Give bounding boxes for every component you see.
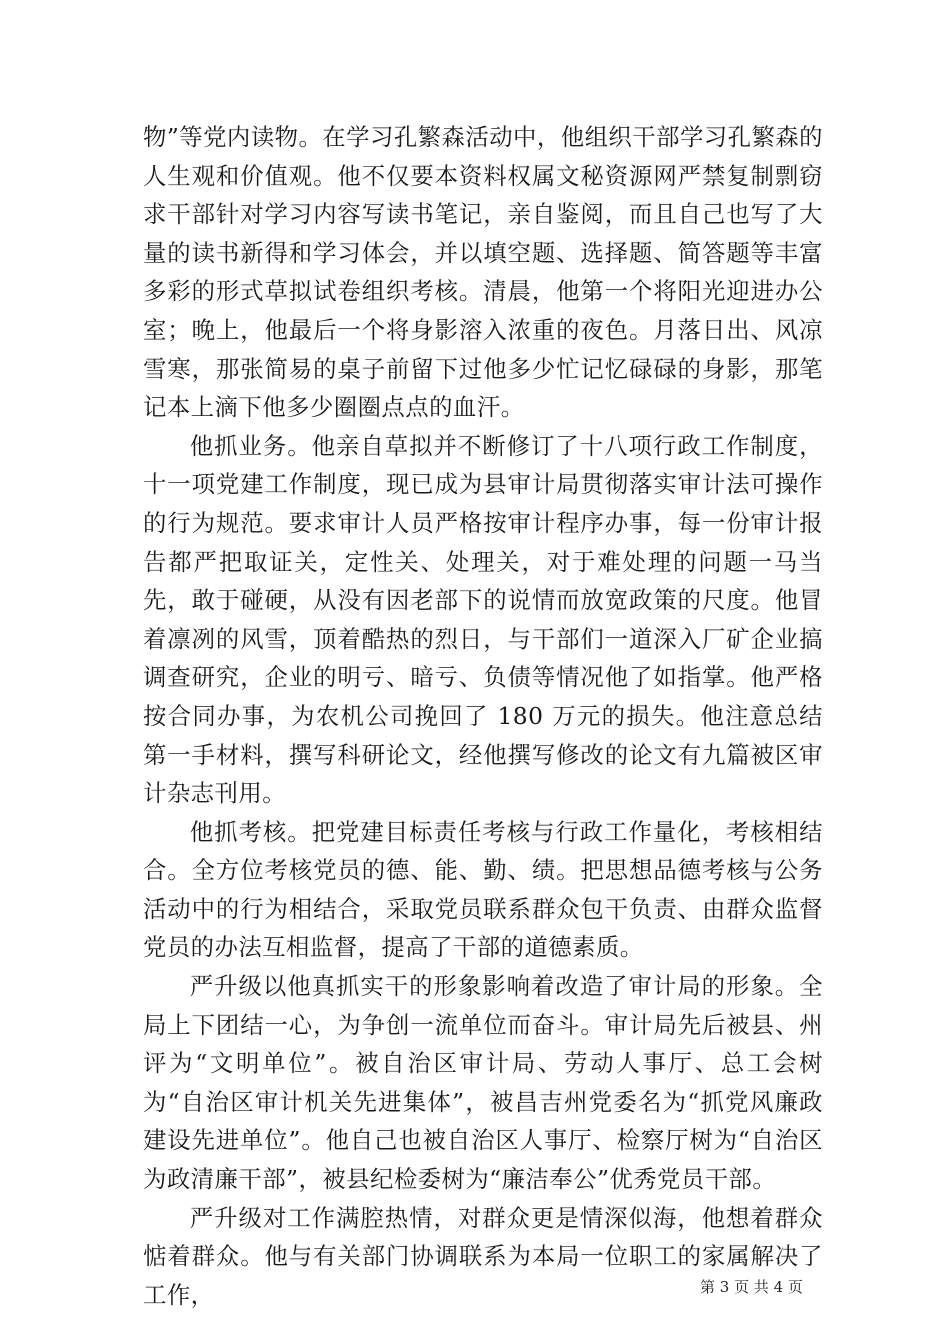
paragraph-1: 物”等党内读物。在学习孔繁森活动中，他组织干部学习孔繁森的人生观和价值观。他不仅要本资料权属文秘资源网严禁复制剽窃求干部针对学习内容写读书笔记，亲自鉴阅，而且自己也写了大量的读书新得和学习体会，并以填空题、选择题、简答题等丰富多彩的形式草拟试卷组织考核。清晨，他第一个将阳光迎进办公室；晚上，他最后一个将身影溶入浓重的夜色。月落日出、风凉雪寒，那张简易的桌子前留下过他多少忙记忆碌碌的身影，那笔记本上滴下他多少圈圈点点的血汗。 bbox=[143, 123, 823, 422]
paragraph-4: 严升级以他真抓实干的形象影响着改造了审计局的形象。全局上下团结一心，为争创一流单位而奋斗。审计局先后被县、州评为“文明单位”。被自治区审计局、劳动人事厅、总工会树为“自治区审计机关先进集体”，被昌吉州党委名为“抓党风廉政建设先进单位”。他自己也被自治区人事厅、检察厅树为“自治区为政清廉干部”，被县纪检委树为“廉洁奉公”优秀党员干部。 bbox=[143, 972, 823, 1194]
paragraph-5: 严升级对工作满腔热情，对群众更是情深似海，他想着群众惦着群众。他与有关部门协调联系为本局一位职工的家属解决了工作， bbox=[143, 1203, 823, 1309]
paragraph-3: 他抓考核。把党建目标责任考核与行政工作量化，考核相结合。全方位考核党员的德、能、勤、绩。把思想品德考核与公务活动中的行为相结合，采取党员联系群众包干负责、由群众监督党员的办法互相监督，提高了干部的道德素质。 bbox=[143, 817, 823, 962]
page-number-footer: 第 3 页 共 4 页 bbox=[700, 1278, 803, 1296]
document-body bbox=[143, 118, 823, 1314]
paragraph-2: 他抓业务。他亲自草拟并不断修订了十八项行政工作制度，十一项党建工作制度，现已成为县审计局贯彻落实审计法可操作的行为规范。要求审计人员严格按审计程序办事，每一份审计报告都严把取证关，定性关、处理关，对于难处理的问题一马当先，敢于碰硬，从没有因老部下的说情而放宽政策的尺度。他冒着凛冽的风雪，顶着酷热的烈日，与干部们一道深入厂矿企业搞调查研究，企业的明亏、暗亏、负债等情况他了如指掌。他严格按合同办事，为农机公司挽回了 180 万元的损失。他注意总结第一手材料，撰写科研论文，经他撰写修改的论文有九篇被区审计杂志刊用。 bbox=[143, 431, 823, 808]
